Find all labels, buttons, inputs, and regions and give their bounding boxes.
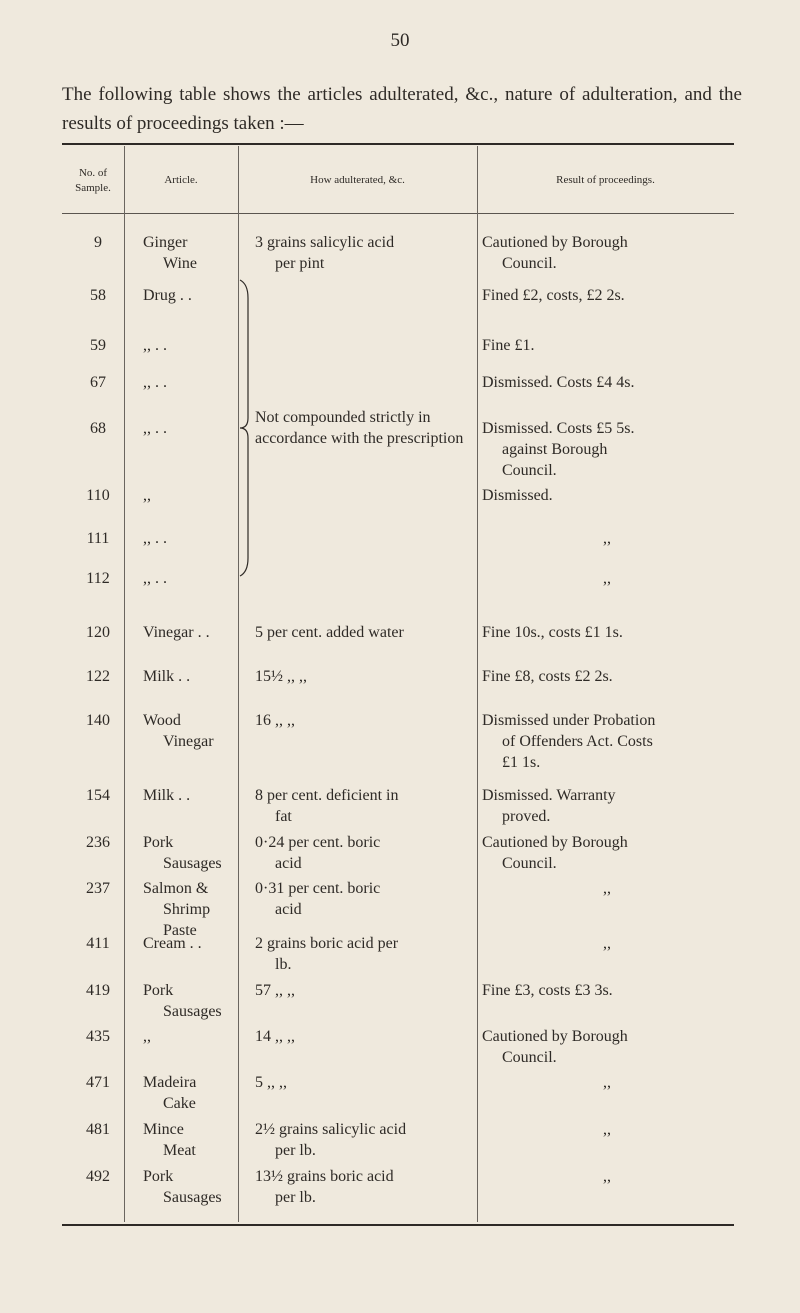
table-cell: 110 [86,487,110,504]
table-cell: Paste [163,922,197,939]
table-cell: Cautioned by Borough [482,1028,628,1045]
bracketed-how-text: Not compounded strictly in accordance with the prescription [255,409,464,447]
header-how: How adulterated, &c. [310,174,405,186]
table-cell: proved. [502,808,551,825]
table-cell: 3 grains salicylic acid [255,234,395,251]
page-number: 50 [390,30,410,51]
table-cell: Cautioned by Borough [482,234,628,251]
header-result: Result of proceedings. [556,174,655,186]
table-cell: fat [275,808,292,825]
table-cell: 120 [86,624,110,641]
table-cell: 67 [90,374,106,391]
table-cell: 59 [90,337,106,354]
table-cell: Council. [502,462,557,479]
table-cell: Wood [143,712,181,729]
table-cell: 481 [86,1121,110,1138]
table-cell: ,, [143,1028,151,1045]
table-cell: Salmon & [143,880,209,897]
table-cell: 237 [86,880,110,897]
table-cell: per pint [275,255,325,272]
table-cell: per lb. [275,1142,316,1159]
table-cell: per lb. [275,1189,316,1206]
table-cell: 112 [86,570,110,587]
table-cell: 5 ,, ,, [255,1074,287,1091]
table-cell: 8 per cent. deficient in [255,787,399,804]
table-cell: ,, [603,1121,611,1138]
table-cell: Fine 10s., costs £1 1s. [482,624,623,641]
table-cell: £1 1s. [502,754,541,771]
table-cell: Council. [502,255,557,272]
table-cell: lb. [275,956,292,973]
table-cell: Dismissed. Costs £5 5s. [482,420,635,437]
table-cell: ,, . . [143,374,167,391]
table-cell: Council. [502,1049,557,1066]
table-cell: against Borough [502,441,608,458]
header-sample: No. of Sample. [75,167,111,194]
table-cell: 0·24 per cent. boric [255,834,381,851]
table-cell: ,, . . [143,530,167,547]
table-cell: ,, . . [143,337,167,354]
table-cell: Fine £8, costs £2 2s. [482,668,613,685]
table-cell: of Offenders Act. Costs [502,733,653,750]
table-cell: ,, [603,880,611,897]
table-cell: Wine [163,255,198,272]
table-cell: Council. [502,855,557,872]
table-cell: Dismissed. Warranty [482,787,616,804]
table-top-rule [62,143,734,145]
table-cell: 471 [86,1074,110,1091]
table-cell: 5 per cent. added water [255,624,404,641]
table-cell: ,, [603,935,611,952]
table-cell: Dismissed under Probation [482,712,656,729]
table-cell: 122 [86,668,110,685]
table-cell: ,, [603,1074,611,1091]
table-cell: ,, [603,1168,611,1185]
table-cell: 2½ grains salicylic acid [255,1121,407,1138]
table-cell: Sausages [163,855,222,872]
table-cell: 419 [86,982,110,999]
table-cell: 14 ,, ,, [255,1028,295,1045]
table-cell: Sausages [163,1189,222,1206]
table-cell: 16 ,, ,, [255,712,295,729]
table-bottom-rule [62,1224,734,1226]
table-cell: 68 [90,420,106,437]
table-cell: ,, . . [143,420,167,437]
table-cell: Dismissed. Costs £4 4s. [482,374,635,391]
table-cell: Fine £1. [482,337,535,354]
table-cell: ,, . . [143,570,167,587]
table-cell: 0·31 per cent. boric [255,880,381,897]
table-cell: ,, [603,530,611,547]
header-bottom-rule [62,213,734,214]
table-cell: 435 [86,1028,110,1045]
table-cell: 2 grains boric acid per [255,935,399,952]
table-cell: 411 [86,935,110,952]
table-cell: Cake [163,1095,196,1112]
table-cell: 492 [86,1168,110,1185]
table-cell: Pork [143,982,174,999]
table-cell: 9 [94,234,102,251]
table-cell: Milk . . [143,668,191,685]
table-cell: Fine £3, costs £3 3s. [482,982,613,999]
header-article: Article. [164,174,198,186]
table-cell: ,, [143,487,151,504]
table-cell: acid [275,901,302,918]
table-cell: 154 [86,787,110,804]
table-cell: Cautioned by Borough [482,834,628,851]
table-cell: Madeira [143,1074,197,1091]
table-cell: Fined £2, costs, £2 2s. [482,287,625,304]
table-cell: Milk . . [143,787,191,804]
table-cell: Vinegar [163,733,214,750]
table-cell: Drug . . [143,287,192,304]
table-cell: 13½ grains boric acid [255,1168,394,1185]
table-cell: Pork [143,1168,174,1185]
table-cell: Ginger [143,234,188,251]
table-cell: Mince [143,1121,184,1138]
intro-paragraph: The following table shows the articles adulterated, &c., nature of adulteration, and the results of proceedings taken :— [62,84,742,134]
table-cell: 236 [86,834,110,851]
table-cell: 58 [90,287,106,304]
column-divider-3 [477,146,478,1222]
table-cell: Vinegar . . [143,624,210,641]
table-cell: ,, [603,570,611,587]
table-cell: Meat [163,1142,196,1159]
table-cell: Shrimp [163,901,211,918]
table-cell: Pork [143,834,174,851]
table-cell: 57 ,, ,, [255,982,295,999]
table-cell: 15½ ,, ,, [255,668,307,685]
table-cell: Dismissed. [482,487,553,504]
table-cell: acid [275,855,302,872]
table-cell: Sausages [163,1003,222,1020]
table-cell: Cream . . [143,935,202,952]
table-cell: 140 [86,712,110,729]
table-cell: 111 [86,530,110,547]
